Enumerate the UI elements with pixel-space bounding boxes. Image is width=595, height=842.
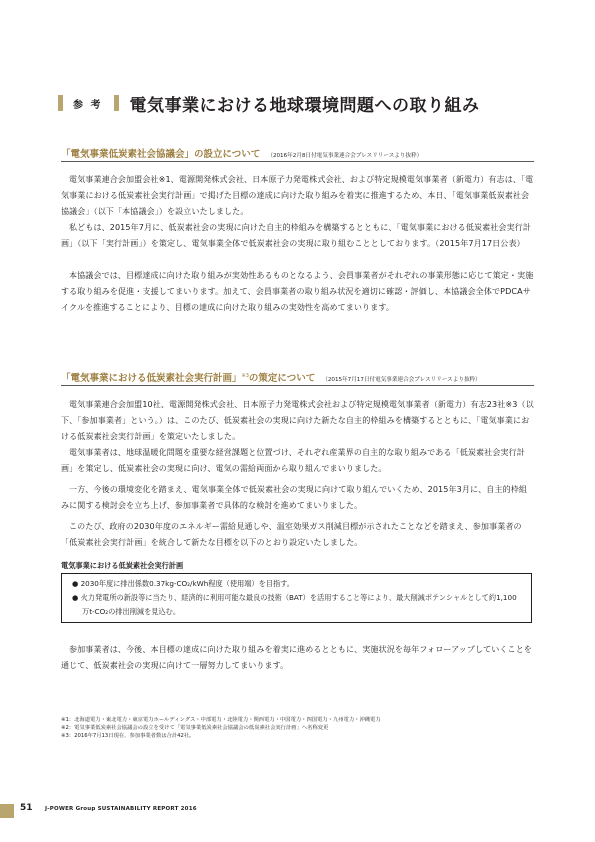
section2-paragraph-1: 電気事業連合会加盟10社、電源開発株式会社、日本原子力発電株式会社および特定規模電気事業者（新電力）有志23社※3（以下、「参加事業者」という。）は、このたび、低炭素社会の実現に向けた新たな自主的枠組みを構築するとともに、「電気事業における低炭素社会実行計画」を策定いたしました。 bbox=[61, 400, 534, 441]
plan-item: ● 2030年度に排出係数0.37kg-CO₂/kWh程度（使用端）を目指す。 bbox=[72, 579, 294, 588]
section2-paragraph-3: 一方、今後の環境変化を踏まえ、電気事業全体で低炭素社会の実現に向けて取り組んでいくため、2015年3月に、自主的枠組みに関する検討会を立ち上げ、参加事業者で具体的な検討を進めてまいりました。 bbox=[61, 485, 528, 510]
plan-label: 電気事業における低炭素社会実行計画 bbox=[61, 561, 184, 570]
section1-paragraph-3: 本協議会では、目標達成に向けた取り組みが実効性あるものとなるよう、会員事業者がそれぞれの事業形態に応じて策定・実施する取り組みを促進・支援してまいります。加えて、会員事業者の取り組み状況を適切に確認・評価し、本協議会全体でPDCAサイクルを推進することにより、目標の達成に向けた取り組みの実効性を高めてまいります。 bbox=[61, 271, 534, 312]
section2-closing: 参加事業者は、今後、本目標の達成に向けた取り組みを着実に進めるとともに、実施状況を毎年フォローアップしていくことを通じて、低炭素社会の実現に向けて一層努力してまいります。 bbox=[61, 645, 533, 670]
section2-source: （2015年7月17日付電気事業連合会プレスリリースより抜粋） bbox=[322, 377, 481, 383]
page-title: 電気事業における地球環境問題への取り組み bbox=[129, 95, 480, 116]
section2-rule bbox=[61, 385, 534, 386]
section2-paragraph-2: 電気事業者は、地球温暖化問題を重要な経営課題と位置づけ、それぞれ産業界の自主的な取り組みである「低炭素社会実行計画」を策定し、低炭素社会の実現に向け、電気の需給両面から取り組んでまいりました。 bbox=[61, 448, 525, 473]
footer-accent-bar bbox=[0, 804, 14, 818]
footnote: ※1：北海道電力・東北電力・東京電力ホールディングス・中部電力・北陸電力・関西電力・中国電力・四国電力・九州電力・沖縄電力 bbox=[61, 717, 381, 723]
section2-paragraph-4: このたび、政府の2030年度のエネルギー需給見通しや、温室効果ガス削減目標が示されたことなどを踏まえ、参加事業者の「低炭素社会実行計画」を統合して新たな目標を以下のとおり設定いたしました。 bbox=[61, 522, 522, 547]
header-accent-bar bbox=[58, 95, 63, 111]
footnote: ※3：2016年7月13日現在、参加事業者数は合計42社。 bbox=[61, 733, 195, 739]
report-title: J-POWER Group SUSTAINABILITY REPORT 2016 bbox=[45, 806, 197, 812]
section1-rule bbox=[61, 161, 534, 162]
section1-source: （2016年2月8日付電気事業連合会プレスリリースより抜粋） bbox=[267, 153, 423, 159]
section2-heading bbox=[61, 370, 481, 384]
plan-box bbox=[61, 573, 532, 623]
plan-item-text: 火力発電所の新設等に当たり、経済的に利用可能な最良の技術（BAT）を活用すること等により、最大削減ポテンシャルとして約1,100万t-CO₂の排出削減を見込む。 bbox=[80, 593, 517, 616]
section1-paragraph-2: 私どもは、2015年7月に、低炭素社会の実現に向けた自主的枠組みを構築するとともに、「電気事業における低炭素社会実行計画」（以下「実行計画」）を策定し、電気事業全体で低炭素社会の実現に取り組むこととしております。（2015年7月17日公表） bbox=[61, 223, 532, 248]
header-divider-bar bbox=[114, 95, 119, 111]
page-header bbox=[58, 93, 480, 116]
plan-item-text: 2030年度に排出係数0.37kg-CO₂/kWh程度（使用端）を目指す。 bbox=[80, 579, 294, 588]
section2-title: 「電気事業における低炭素社会実行計画」 bbox=[61, 373, 242, 384]
page-number: 51 bbox=[20, 803, 33, 813]
section1-heading bbox=[61, 146, 422, 160]
footnote: ※2：電気事業低炭素社会協議会の設立を受けて「電気事業低炭素社会協議会の低炭素社会実行計画」へ名称変更 bbox=[61, 725, 329, 731]
section2-title-tail: の策定について bbox=[248, 373, 316, 384]
reference-label: 参 考 bbox=[73, 99, 103, 111]
footnotes bbox=[61, 716, 381, 740]
section2-title-note: ※3 bbox=[241, 372, 249, 379]
page-footer bbox=[0, 800, 595, 820]
section1-paragraph-1: 電気事業連合会加盟会社※1、電源開発株式会社、日本原子力発電株式会社、および特定規模電気事業者（新電力）有志は、「電気事業における低炭素社会実行計画」で掲げた目標の達成に向けた取り組みを着実に推進するため、本日、「電気事業低炭素社会協議会」（以下「本協議会」）を設立いたしました。 bbox=[61, 175, 534, 216]
plan-item: ● 火力発電所の新設等に当たり、経済的に利用可能な最良の技術（BAT）を活用すること等により、最大削減ポテンシャルとして約1,100万t-CO₂の排出削減を見込む。 bbox=[72, 593, 517, 616]
section1-title: 「電気事業低炭素社会協議会」の設立について bbox=[61, 149, 261, 160]
